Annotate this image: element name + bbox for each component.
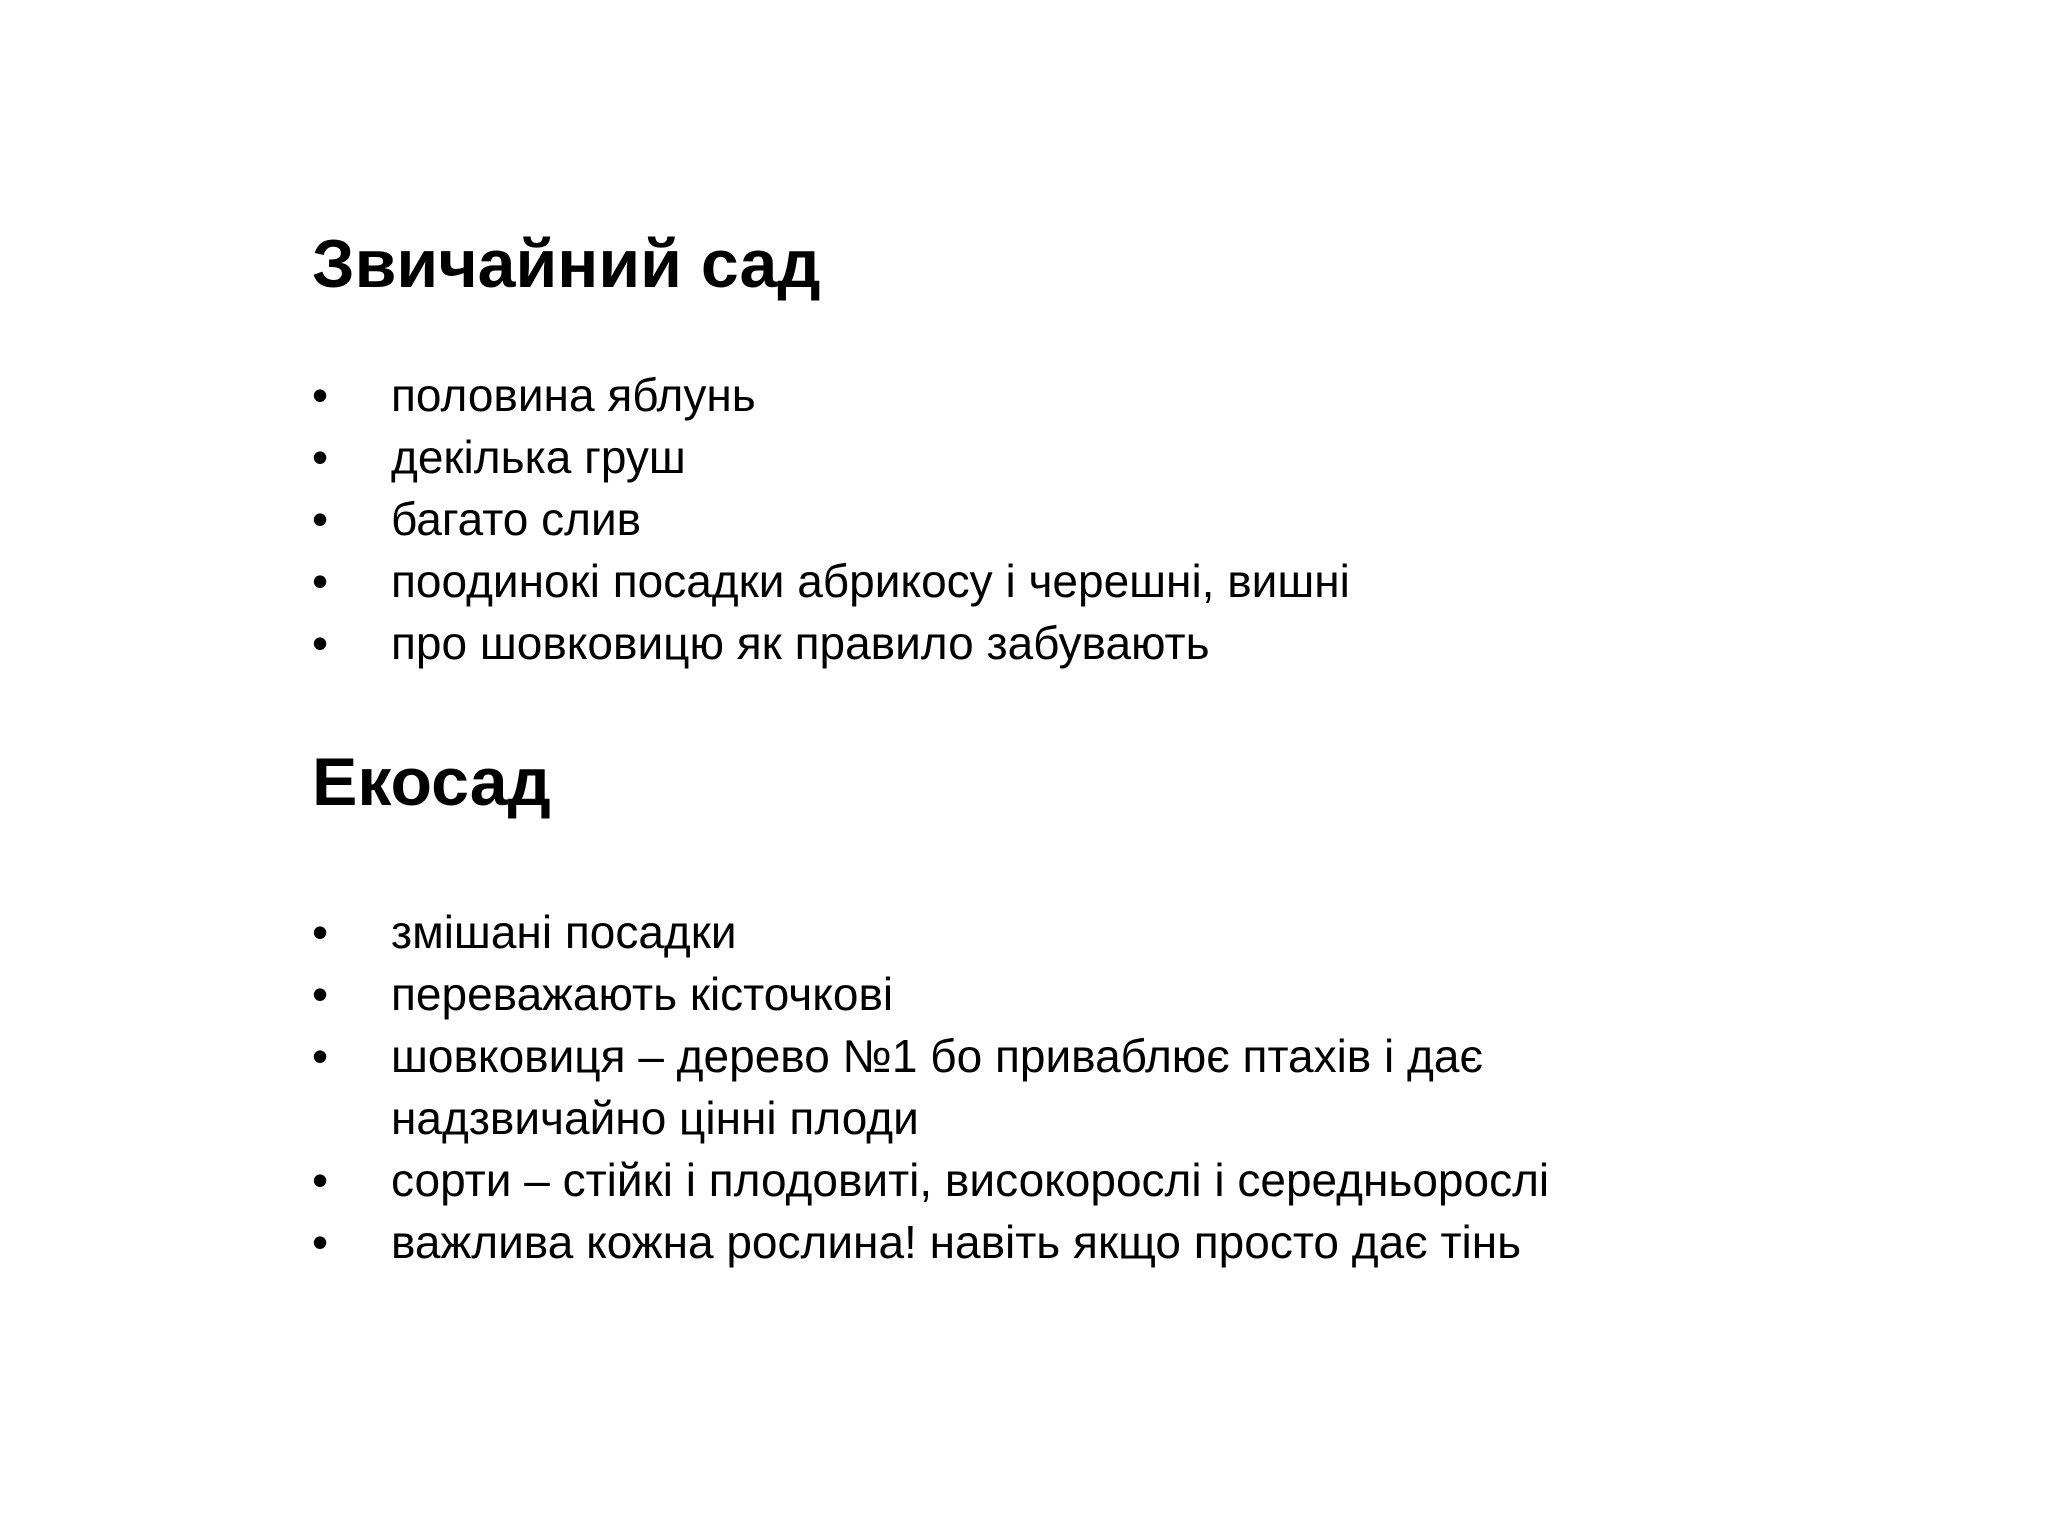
eco-garden-list <box>312 901 1962 1273</box>
list-item-text: переважають кісточкові <box>391 968 894 1020</box>
bullet-icon: • <box>312 369 329 421</box>
list-item-text: декілька груш <box>391 431 686 483</box>
list-item-text: сорти – стійкі і плодовиті, високорослі і середньорослі <box>391 1154 1550 1206</box>
list-item-text: змішані посадки <box>391 906 737 958</box>
list-item-text: половина яблунь <box>391 369 756 421</box>
section-title-ordinary-garden: Звичайний сад <box>312 226 821 302</box>
list-item <box>312 612 1962 674</box>
bullet-icon: • <box>312 1216 329 1268</box>
list-item-text: поодинокі посадки абрикосу і черешні, вишні <box>391 555 1350 607</box>
bullet-icon: • <box>312 493 329 545</box>
bullet-icon: • <box>312 431 329 483</box>
bullet-icon: • <box>312 555 329 607</box>
bullet-icon: • <box>312 1030 329 1082</box>
list-item <box>312 901 1962 963</box>
list-item <box>312 488 1962 550</box>
list-item-text: важлива кожна рослина! навіть якщо просто дає тінь <box>391 1216 1522 1268</box>
list-item-text: про шовковицю як правило забувають <box>391 617 1210 669</box>
list-item-text: багато слив <box>391 493 642 545</box>
list-item <box>312 550 1962 612</box>
list-item <box>312 1025 1962 1149</box>
ordinary-garden-list <box>312 364 1962 674</box>
list-item <box>312 1149 1962 1211</box>
bullet-icon: • <box>312 617 329 669</box>
list-item <box>312 426 1962 488</box>
list-item-text: шовковиця – дерево №1 бо приваблює птахів і дає надзвичайно цінні плоди <box>391 1030 1483 1144</box>
bullet-icon: • <box>312 1154 329 1206</box>
section-title-eco-garden: Екосад <box>312 744 551 820</box>
bullet-icon: • <box>312 906 329 958</box>
list-item <box>312 1211 1962 1273</box>
list-item <box>312 963 1962 1025</box>
bullet-icon: • <box>312 968 329 1020</box>
list-item <box>312 364 1962 426</box>
